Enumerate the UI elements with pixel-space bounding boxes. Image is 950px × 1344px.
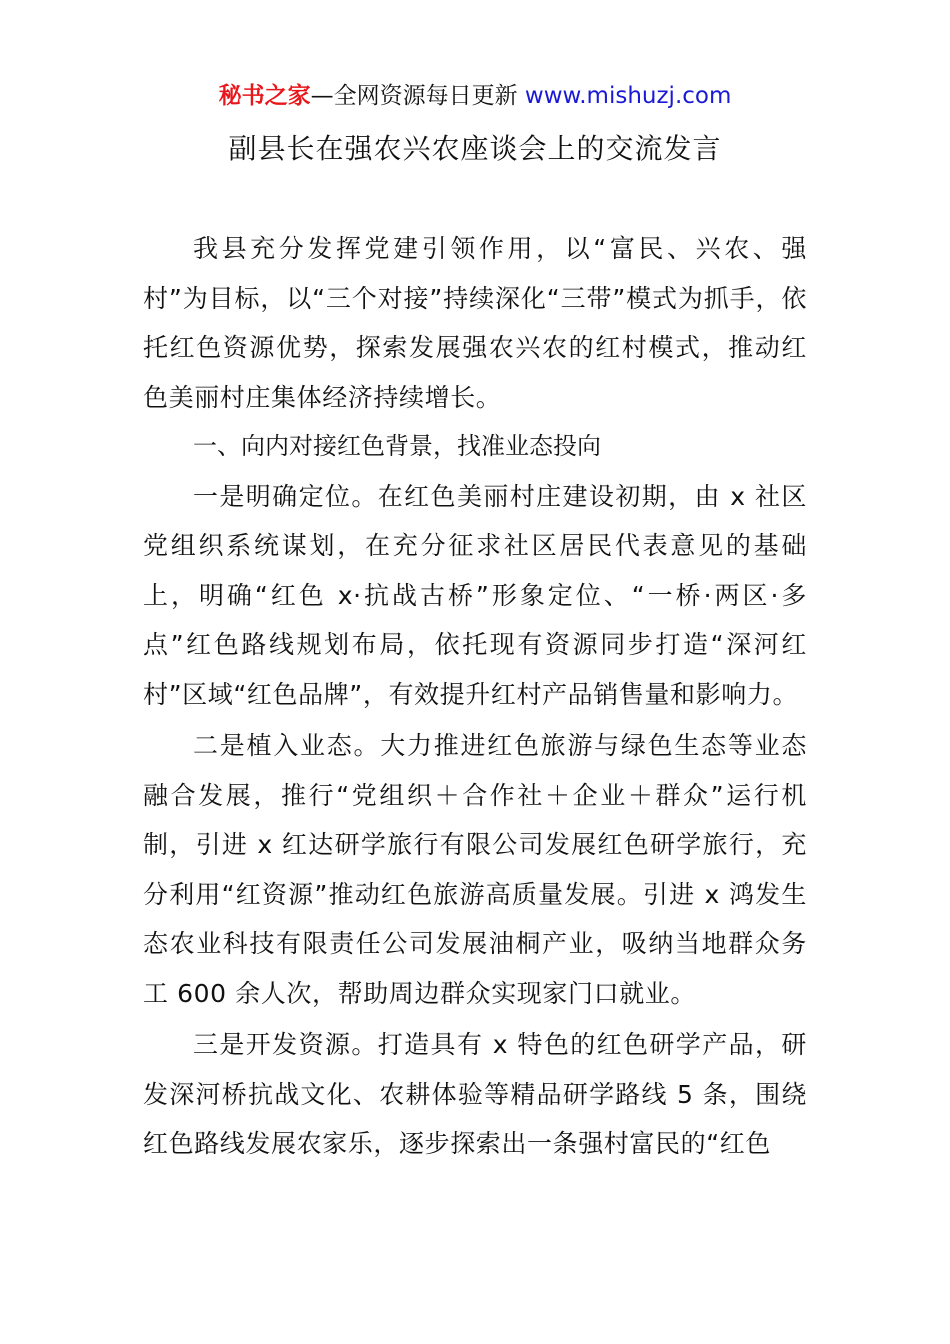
document-body bbox=[143, 224, 807, 1169]
site-tagline: —全网资源每日更新 bbox=[310, 83, 518, 109]
site-url-link[interactable]: www.mishuzj.com bbox=[524, 83, 732, 109]
paragraph-positioning: 一是明确定位。在红色美丽村庄建设初期，由 x 社区党组织系统谋划，在充分征求社区居民代表意见的基础上，明确“红色 x·抗战古桥”形象定位、“一桥·两区·多点”红色路线规划布局，依托现有资源同步打造“深河红村”区域“红色品牌”，有效提升红村产品销售量和影响力。 bbox=[143, 481, 807, 709]
document-title: 副县长在强农兴农座谈会上的交流发言 bbox=[228, 132, 722, 165]
section-heading-1: 一、向内对接红色背景，找准业态投向 bbox=[193, 432, 601, 460]
site-header bbox=[0, 80, 950, 112]
paragraph-business-formats: 二是植入业态。大力推进红色旅游与绿色生态等业态融合发展，推行“党组织＋合作社＋企业＋群众”运行机制，引进 x 红达研学旅行有限公司发展红色研学旅行，充分利用“红资源”推动红色旅游高质量发展。引进 x 鸿发生态农业科技有限责任公司发展油桐产业，吸纳当地群众务工 600 余人次，帮助周边群众实现家门口就业。 bbox=[143, 731, 807, 1008]
paragraph-resources: 三是开发资源。打造具有 x 特色的红色研学产品，研发深河桥抗战文化、农耕体验等精品研学路线 5 条，围绕红色路线发展农家乐，逐步探索出一条强村富民的“红色 bbox=[143, 1030, 807, 1158]
intro-paragraph: 我县充分发挥党建引领作用，以“富民、兴农、强村”为目标，以“三个对接”持续深化“三带”模式为抓手，依托红色资源优势，探索发展强农兴农的红村模式，推动红色美丽村庄集体经济持续增长。 bbox=[143, 234, 807, 412]
site-brand: 秘书之家 bbox=[218, 83, 311, 109]
